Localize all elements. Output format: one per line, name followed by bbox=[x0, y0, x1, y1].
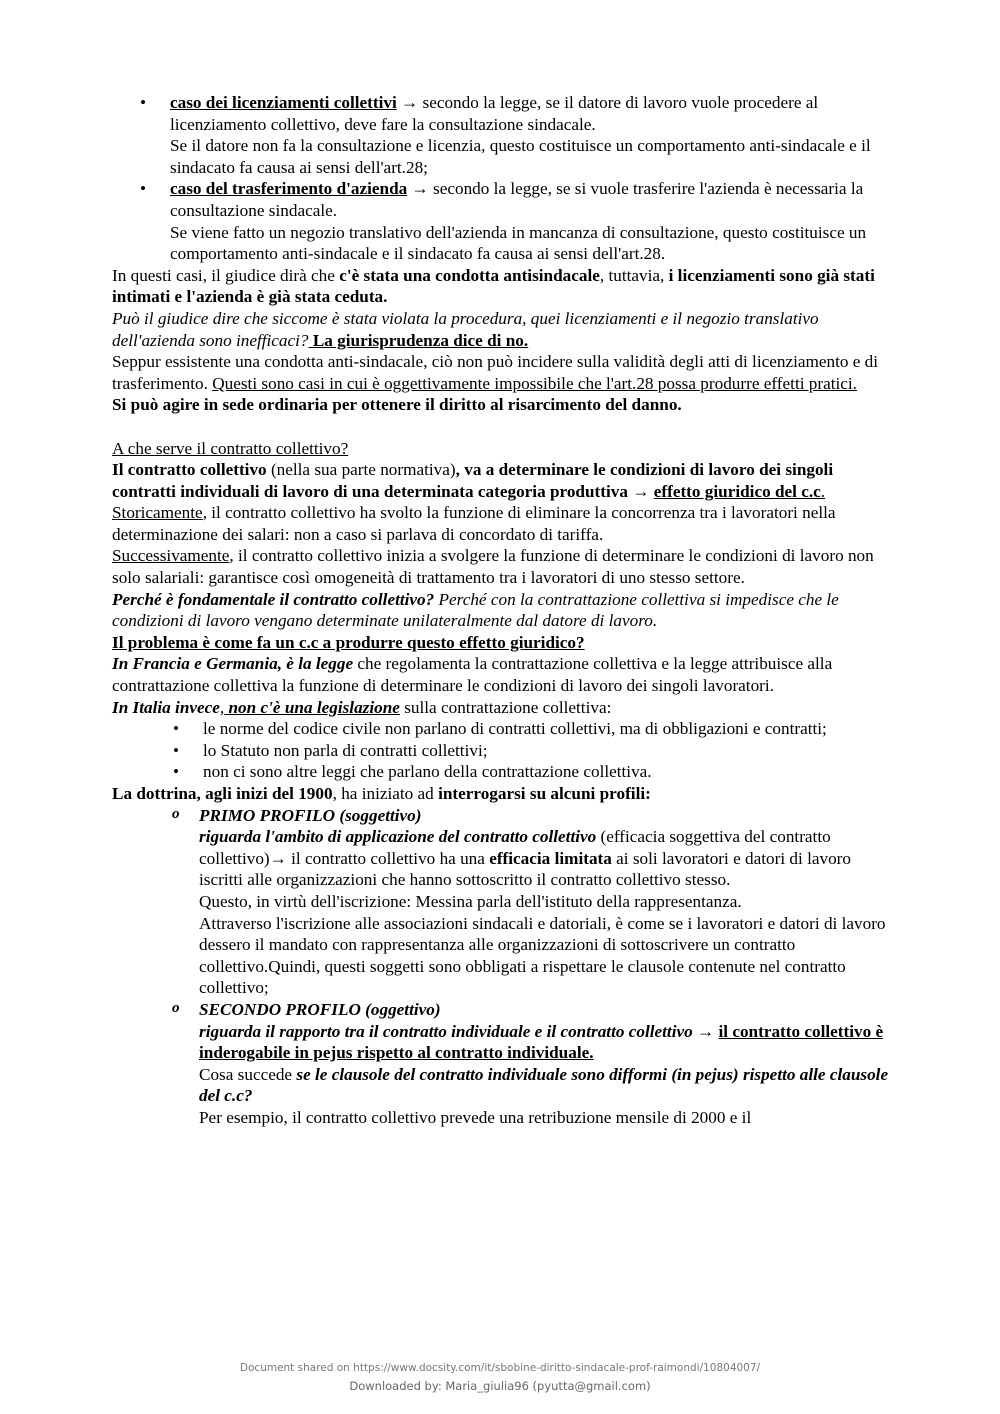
list-item: • lo Statuto non parla di contratti collettivi; bbox=[173, 740, 488, 760]
footer-shared-link[interactable]: Document shared on https://www.docsity.com/it/sbobine-diritto-sindacale-prof-raimondi/10804007/ bbox=[239, 1362, 761, 1374]
list-item-text: secondo la legge, se il datore di lavoro vuole procedere al licenziamento collettivo, deve fare la consultazione sindacale. bbox=[170, 93, 819, 134]
list-item-secondo-profilo: o SECONDO PROFILO (oggettivo) riguarda il rapporto tra il contratto individuale e il contratto collettivo → il contratto collettivo è inderogabile in pejus rispetto al contratto individuale. Cosa succede se le clausole del contratto individuale sono difformi (in pejus) rispetto alle clausole del c.c? Per esempio, il contratto collettivo prevede una retribuzione mensile di 2000 e il bbox=[172, 999, 889, 1127]
blank-line bbox=[112, 416, 890, 438]
document-page bbox=[112, 92, 890, 1129]
list-item-primo-profilo: o PRIMO PROFILO (soggettivo) riguarda l'ambito di applicazione del contratto collettivo (efficacia soggettiva del contratto collettivo)→ il contratto collettivo ha una efficacia limitata ai soli lavoratori e datori di lavoro iscritti alle organizzazioni che hanno sottoscritto il contratto collettivo stesso. Questo, in virtù dell'iscrizione: Messina parla dell'istituto della rappresentanza. Attraverso l'iscrizione alle associazioni sindacali e datoriali, è come se i lavoratori e datori di lavoro dessero il mandato con rappresentanza alle organizzazioni di sottoscrivere un contratto collettivo.Quindi, questi soggetti sono obbligati a rispettare le clausole contenute nel contratto collettivo; bbox=[112, 805, 890, 999]
bullet-marker: • bbox=[140, 179, 147, 199]
paragraph-successivamente: Successivamente, il contratto collettivo inizia a svolgere la funzione di determinare le condizioni di lavoro non solo salariali: garantisce così omogeneità di trattamento tra i lavoratori di uno stesso settore. bbox=[112, 546, 874, 588]
circle-bullet-marker: o bbox=[172, 999, 180, 1016]
circle-bullet-marker: o bbox=[172, 805, 180, 822]
list-item-text-2: Se il datore non fa la consultazione e licenzia, questo costituisce un comportamento anti-sindacale e il sindacato fa causa ai sensi dell'art.28; bbox=[170, 136, 871, 177]
bullet-list-cases bbox=[112, 92, 890, 265]
arrow: → bbox=[407, 179, 434, 199]
bullet-marker: • bbox=[173, 740, 180, 760]
paragraph-problema: Il problema è come fa un c.c a produrre questo effetto giuridico? bbox=[112, 632, 585, 652]
bullet-marker: • bbox=[173, 719, 180, 739]
paragraph-perche: Perché è fondamentale il contratto collettivo? Perché con la contrattazione collettiva si impedisce che le condizioni di lavoro vengano determinate unilateralmente dal datore di lavoro. bbox=[112, 589, 839, 631]
list-item bbox=[112, 178, 890, 264]
list-item-text-2: Se viene fatto un negozio translativo dell'azienda in mancanza di consultazione, questo costituisce un comportamento anti-sindacale e il sindacato fa causa ai sensi dell'art.28. bbox=[170, 222, 867, 264]
list-item: • non ci sono altre leggi che parlano della contrattazione collettiva. bbox=[173, 762, 652, 782]
list-item-title: caso dei licenziamenti collettivi bbox=[170, 93, 397, 112]
list-item-text: secondo la legge, se si vuole trasferire l'azienda è necessaria la consultazione sindacale. bbox=[170, 179, 864, 220]
paragraph-condotta: In questi casi, il giudice dirà che c'è stata una condotta antisindacale, tuttavia, i licenziamenti sono già stati intimati e l'azienda è già stata ceduta. bbox=[112, 265, 875, 307]
list-profili bbox=[112, 805, 890, 1129]
profile-title: SECONDO PROFILO (oggettivo) bbox=[199, 999, 441, 1019]
profile-title: PRIMO PROFILO (soggettivo) bbox=[199, 805, 422, 825]
bullet-list-italia bbox=[112, 718, 890, 783]
paragraph-risarcimento: Si può agire in sede ordinaria per ottenere il diritto al risarcimento del danno. bbox=[112, 395, 682, 415]
paragraph-validita: Seppur essistente una condotta anti-sindacale, ciò non può incidere sulla validità degli atti di licenziamento e di trasferimento. Questi sono casi in cui è oggettivamente impossibile che l'art.28 possa produrre effetti pratici. bbox=[112, 352, 879, 393]
list-item bbox=[112, 92, 890, 178]
bullet-marker: • bbox=[173, 762, 180, 782]
arrow: → bbox=[396, 93, 423, 112]
paragraph-question-giudice: Può il giudice dire che siccome è stata violata la procedura, quei licenziamenti e il negozio translativo dell'azienda sono inefficaci? La giurisprudenza dice di no. bbox=[112, 308, 819, 350]
section-heading-contratto-collettivo: A che serve il contratto collettivo? bbox=[112, 438, 349, 458]
paragraph-italia: In Italia invece, non c'è una legislazione sulla contrattazione collettiva: bbox=[112, 697, 612, 717]
footer-downloaded-by: Downloaded by: Maria_giulia96 (pyutta@gmail.com) bbox=[349, 1379, 651, 1393]
paragraph-francia-germania: In Francia e Germania, è la legge che regolamenta la contrattazione collettiva e la legge attribuisce alla contrattazione collettiva la funzione di determinare le condizioni di lavoro dei singoli lavoratori. bbox=[112, 654, 833, 696]
paragraph-storicamente: Storicamente, il contratto collettivo ha svolto la funzione di eliminare la concorrenza tra i lavoratori nella determinazione dei salari: non a caso si parlava di concordato di tariffa. bbox=[112, 503, 836, 544]
paragraph-definition: Il contratto collettivo (nella sua parte normativa), va a determinare le condizioni di lavoro dei singoli contratti individuali di lavoro di una determinata categoria produttiva → effetto giuridico del c.c. bbox=[112, 460, 834, 501]
list-item-title: caso del trasferimento d'azienda bbox=[170, 179, 408, 199]
paragraph-dottrina: La dottrina, agli inizi del 1900, ha iniziato ad interrogarsi su alcuni profili: bbox=[112, 784, 651, 803]
bullet-marker: • bbox=[140, 93, 147, 112]
list-item: • le norme del codice civile non parlano di contratti collettivi, ma di obbligazioni e contratti; bbox=[173, 719, 827, 739]
